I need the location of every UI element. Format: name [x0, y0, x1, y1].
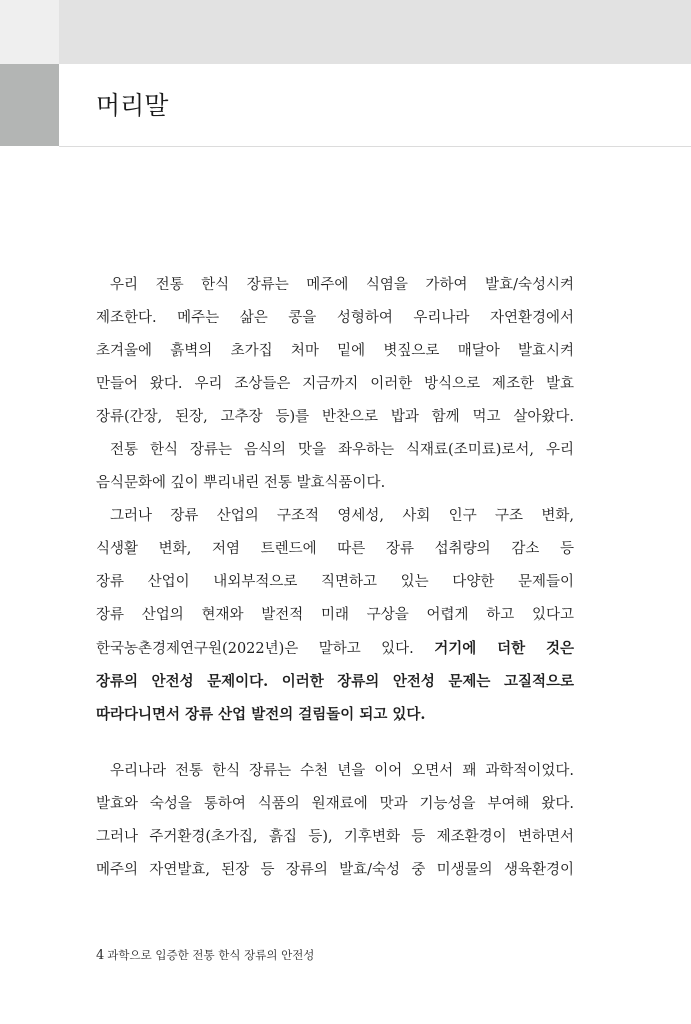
text-bold-run: 거기에 더한 것은 [434, 640, 574, 657]
text-line: 장류 산업이 내외부적으로 직면하고 있는 다양한 문제들이 [96, 574, 574, 590]
header-band [59, 0, 691, 64]
text-line: 그러나 주거환경(초가집, 흙집 등), 기후변화 등 제조환경이 변하면서 [96, 829, 574, 845]
page-footer [96, 944, 314, 967]
text-line: 발효와 숙성을 통하여 식품의 원재료에 맛과 기능성을 부여해 왔다. [96, 796, 574, 812]
text-line: 만들어 왔다. 우리 조상들은 지금까지 이러한 방식으로 제조한 발효 [96, 376, 574, 392]
page-number: 4 [96, 948, 105, 963]
text-normal-run: 한국농촌경제연구원(2022년)은 말하고 있다. [96, 641, 435, 657]
preface-body [96, 269, 574, 887]
text-line: 우리나라 전통 한식 장류는 수천 년을 이어 오면서 꽤 과학적이었다. [110, 763, 574, 779]
page-title: 머리말 [96, 91, 169, 120]
text-line-mixed [96, 632, 574, 665]
text-line: 메주의 자연발효, 된장 등 장류의 발효/숙성 중 미생물의 생육환경이 [96, 862, 574, 878]
text-line: 장류 산업의 현재와 발전적 미래 구상을 어렵게 하고 있다고 [96, 607, 574, 623]
book-title: 과학으로 입증한 전통 한식 장류의 안전성 [107, 948, 315, 962]
title-divider [59, 146, 691, 147]
text-line: 식생활 변화, 저염 트렌드에 따른 장류 섭취량의 감소 등 [96, 541, 574, 557]
text-line: 전통 한식 장류는 음식의 맛을 좌우하는 식재료(조미료)로서, 우리 [110, 442, 574, 458]
text-line: 음식문화에 깊이 뿌리내린 전통 발효식품이다. [96, 475, 386, 491]
text-line: 그러나 장류 산업의 구조적 영세성, 사회 인구 구조 변화, [110, 508, 574, 524]
text-line: 우리 전통 한식 장류는 메주에 식염을 가하여 발효/숙성시켜 [110, 277, 574, 293]
text-line: 장류(간장, 된장, 고추장 등)를 반찬으로 밥과 함께 먹고 살아왔다. [96, 409, 574, 425]
text-line-bold: 장류의 안전성 문제이다. 이러한 장류의 안전성 문제는 고질적으로 [96, 673, 574, 690]
text-line-bold: 따라다니면서 장류 산업 발전의 걸림돌이 되고 있다. [96, 706, 426, 723]
text-line: 제조한다. 메주는 삶은 콩을 성형하여 우리나라 자연환경에서 [96, 310, 574, 326]
chapter-side-marker [0, 64, 59, 146]
paragraph-gap [96, 731, 574, 755]
header-corner-block [0, 0, 59, 64]
text-line: 초겨울에 흙벽의 초가집 처마 밑에 볏짚으로 매달아 발효시켜 [96, 343, 574, 359]
